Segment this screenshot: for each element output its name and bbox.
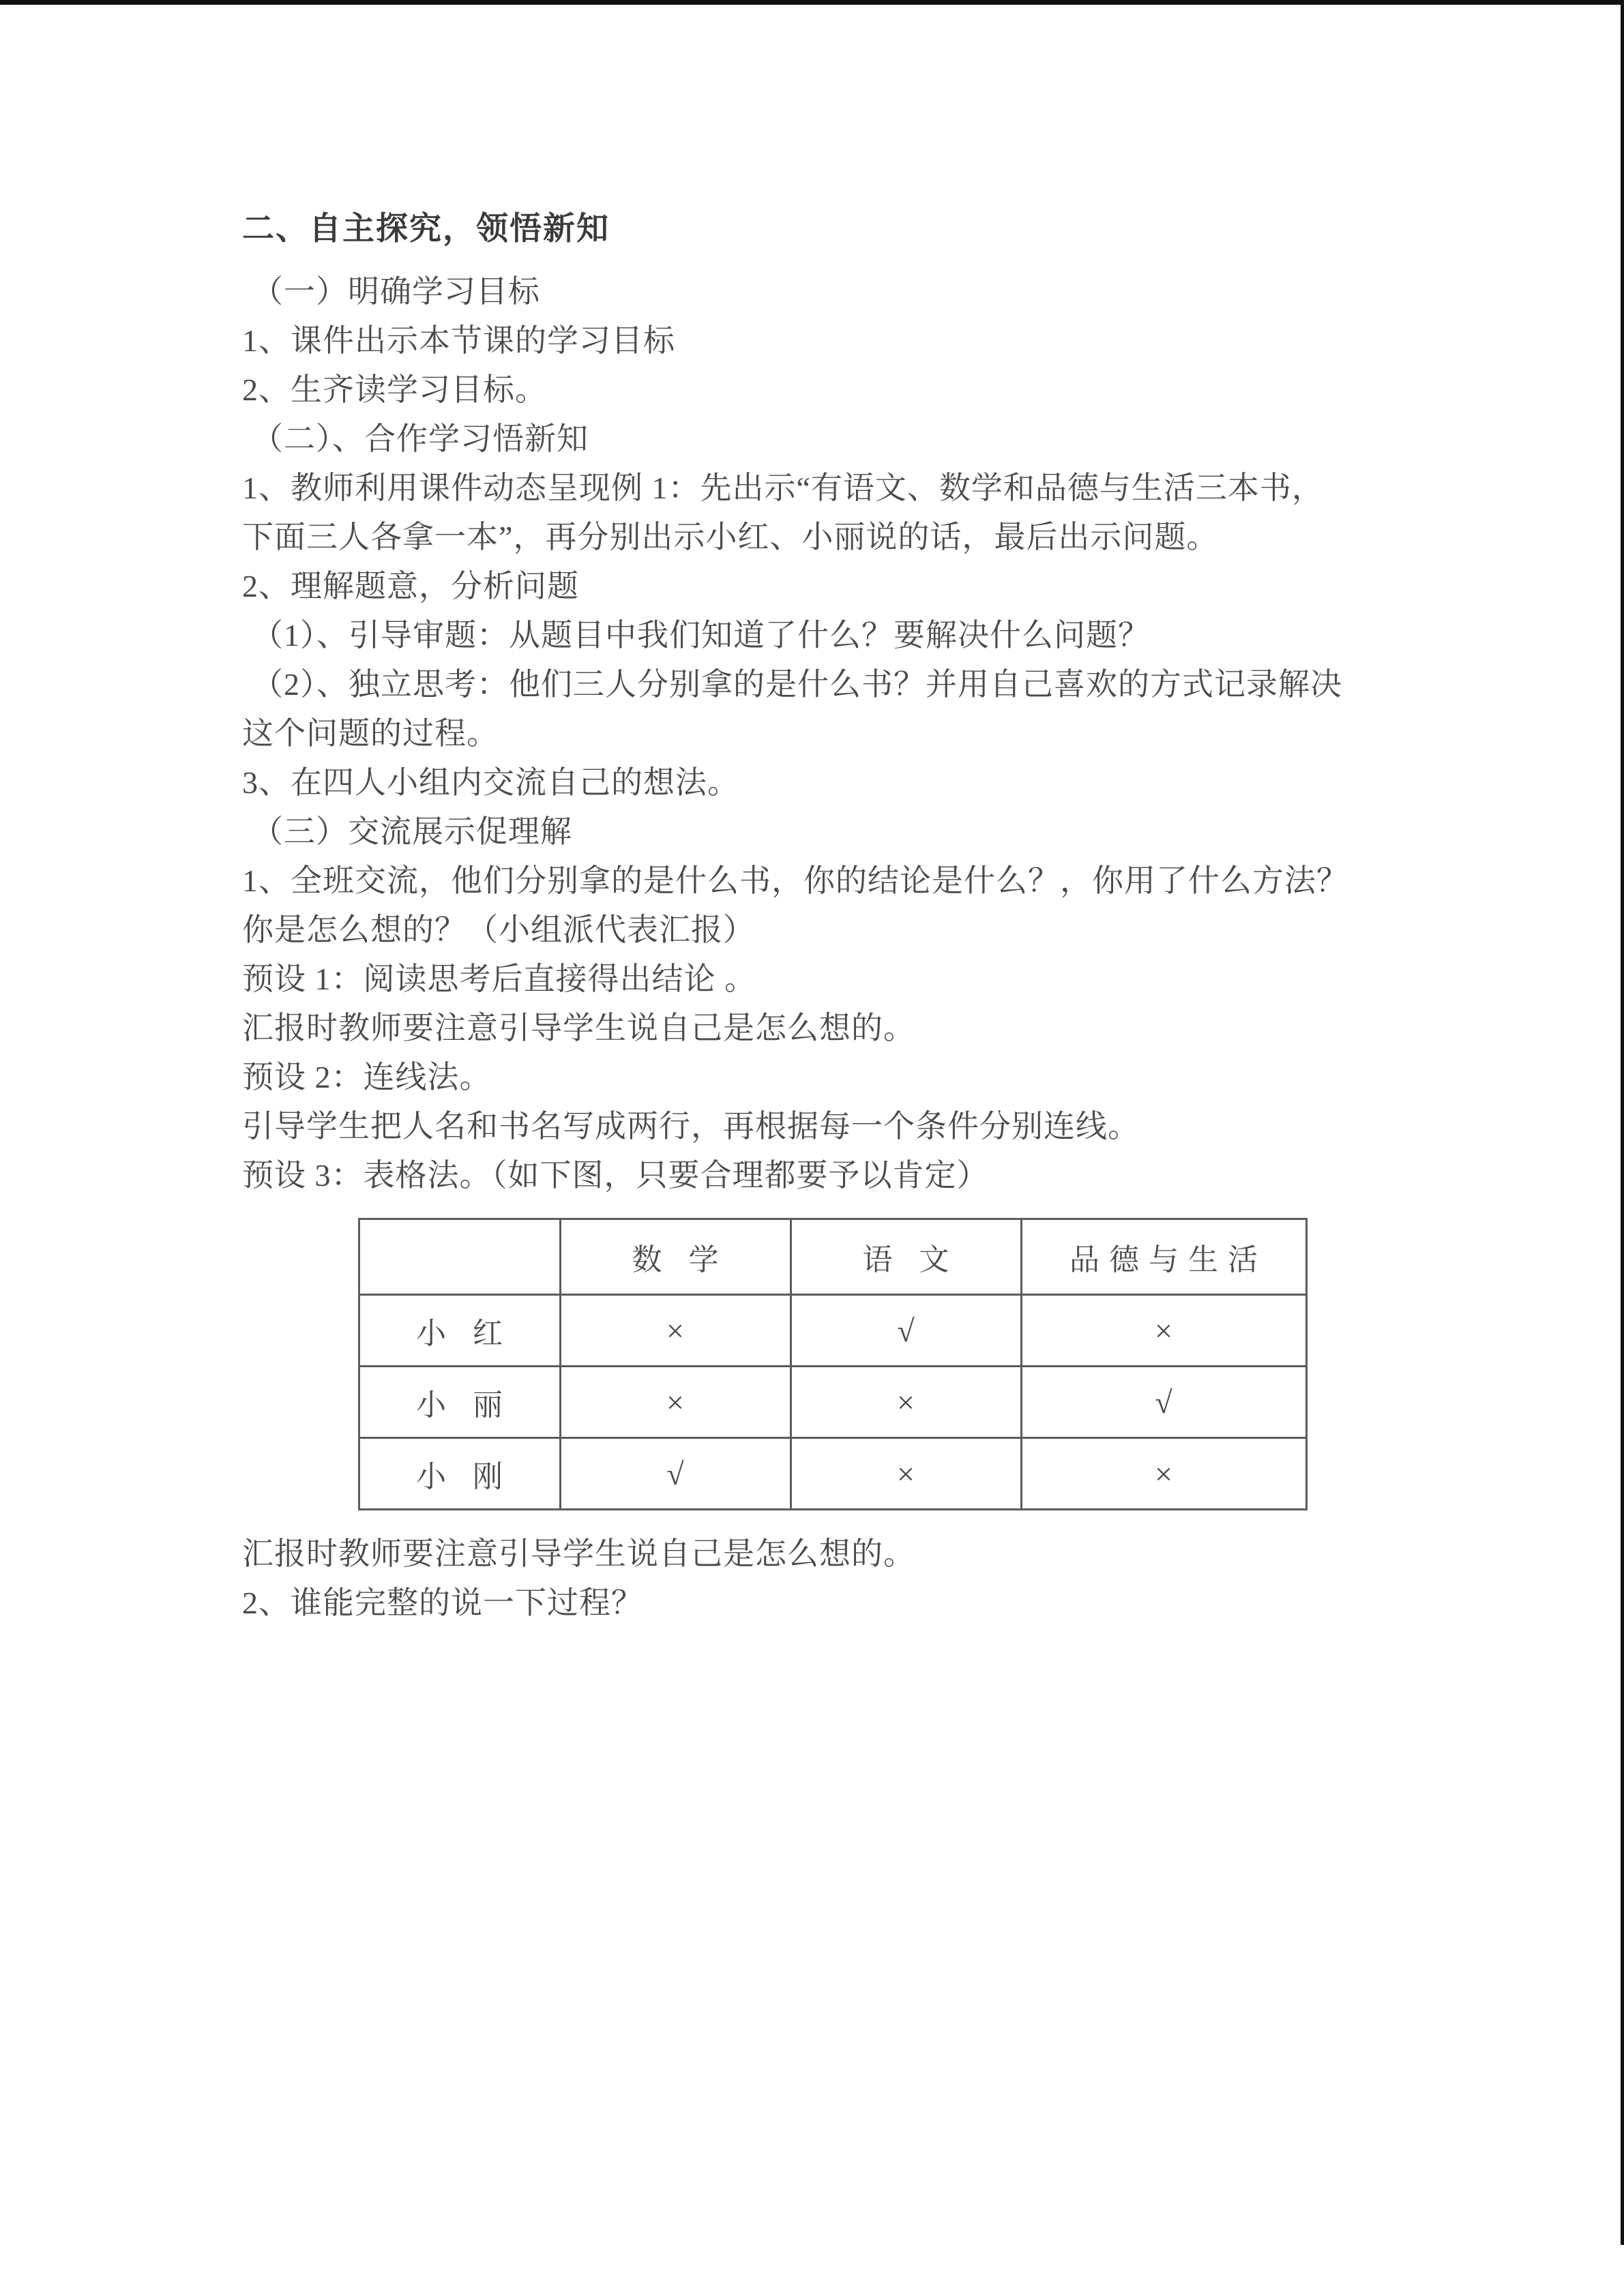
page-edge-right-rule	[1621, 0, 1624, 2245]
table-spacer	[242, 1510, 1443, 1530]
paragraph-line: 预设 1：阅读思考后直接得出结论 。	[242, 961, 756, 996]
solution-table	[358, 1218, 1308, 1510]
table-cell-mark: ×	[1022, 1438, 1307, 1510]
table-cell-mark: √	[791, 1295, 1022, 1367]
paragraph-line: 汇报时教师要注意引导学生说自己是怎么想的。	[242, 1011, 915, 1045]
paragraph-line: 1、全班交流，他们分别拿的是什么书，你的结论是什么？，你用了什么方法？	[242, 863, 1348, 898]
table-cell-mark: √	[1022, 1367, 1307, 1438]
section-heading: 二、自主探究，领悟新知	[242, 211, 610, 247]
solution-table-wrapper	[358, 1218, 1443, 1510]
heading-spacer	[242, 254, 1443, 267]
page-edge-top-rule	[0, 0, 1624, 5]
table-row-label: 小 丽	[359, 1367, 561, 1438]
paragraph-line: 下面三人各拿一本”，再分别出示小红、小丽说的话，最后出示问题。	[242, 520, 1219, 554]
table-cell-mark: ×	[561, 1295, 791, 1367]
paragraph-line: 3、在四人小组内交流自己的想法。	[242, 765, 739, 800]
document-body	[242, 205, 1443, 1628]
table-row-label: 小 刚	[359, 1438, 561, 1510]
paragraph-block-before-table	[242, 267, 1443, 1200]
table-row	[359, 1438, 1307, 1510]
paragraph-line: 2、生齐读学习目标。	[242, 372, 547, 407]
paragraph-line: 2、理解题意，分析问题	[242, 569, 579, 603]
table-header-row	[359, 1219, 1307, 1295]
table-corner-cell	[359, 1219, 561, 1295]
table-column-header: 品德与生活	[1022, 1219, 1307, 1295]
table-cell-mark: √	[561, 1438, 791, 1510]
paragraph-line: 汇报时教师要注意引导学生说自己是怎么想的。	[242, 1536, 915, 1571]
paragraph-line: （1）、引导审题：从题目中我们知道了什么？要解决什么问题？	[252, 618, 1150, 653]
paragraph-line: （二）、合作学习悟新知	[252, 421, 589, 456]
paragraph-line: 2、谁能完整的说一下过程？	[242, 1585, 643, 1620]
table-cell-mark: ×	[791, 1438, 1022, 1510]
paragraph-block-after-table	[242, 1530, 1443, 1628]
table-column-header: 语 文	[791, 1219, 1022, 1295]
paragraph-line: （三）交流展示促理解	[252, 814, 572, 849]
paragraph-line: 1、课件出示本节课的学习目标	[242, 323, 675, 358]
table-cell-mark: ×	[791, 1367, 1022, 1438]
paragraph-line: 这个问题的过程。	[242, 716, 499, 751]
paragraph-line: 你是怎么想的？（小组派代表汇报）	[242, 912, 755, 947]
table-cell-mark: ×	[1022, 1295, 1307, 1367]
table-row	[359, 1367, 1307, 1438]
paragraph-line: 预设 2：连线法。	[242, 1060, 492, 1094]
paragraph-line: 引导学生把人名和书名写成两行，再根据每一个条件分别连线。	[242, 1109, 1140, 1144]
paragraph-line: （2）、独立思考：他们三人分别拿的是什么书？并用自己喜欢的方式记录解决	[252, 667, 1342, 702]
table-cell-mark: ×	[561, 1367, 791, 1438]
table-row	[359, 1295, 1307, 1367]
paragraph-line: 预设 3：表格法。（如下图，只要合理都要予以肯定）	[242, 1158, 989, 1193]
table-column-header: 数 学	[561, 1219, 791, 1295]
paragraph-line: 1、教师利用课件动态呈现例 1：先出示“有语文、数学和品德与生活三本书，	[242, 471, 1324, 505]
paragraph-line: （一）明确学习目标	[252, 274, 540, 309]
table-row-label: 小 红	[359, 1295, 561, 1367]
